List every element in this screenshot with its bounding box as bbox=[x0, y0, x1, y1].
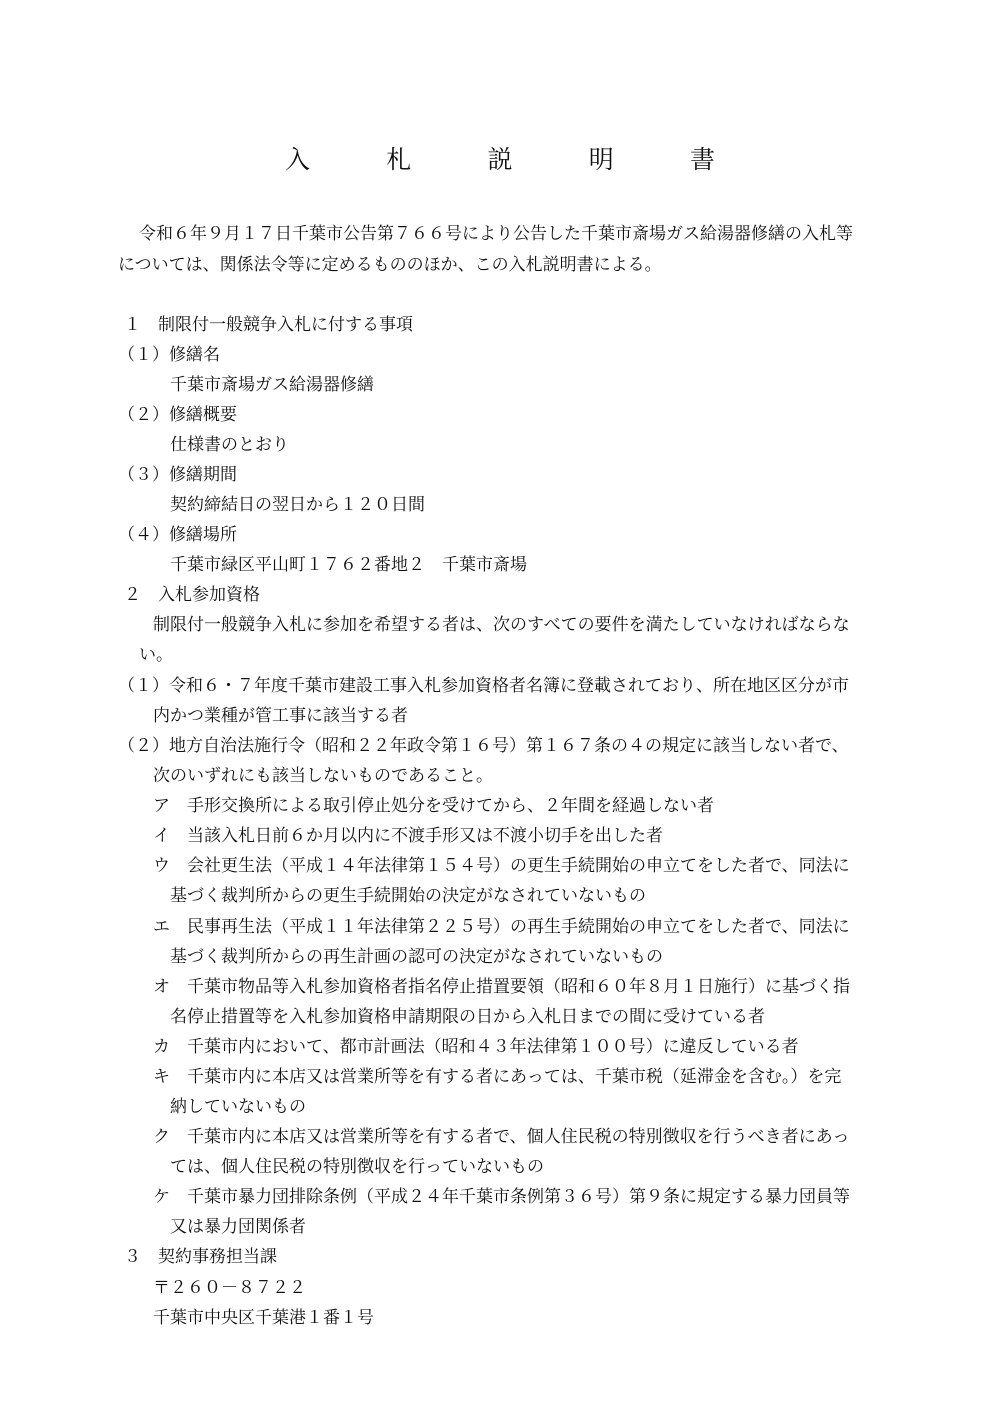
section-2-intro-line-2: い。 bbox=[139, 645, 173, 665]
clause-o-line-2: 名停止措置等を入札参加資格申請期限の日から入札日までの間に受けている者 bbox=[170, 1007, 765, 1027]
condition-2-line-1: （２）地方自治法施行令（昭和２２年政令第１６号）第１６７条の４の規定に該当しない者で、 bbox=[118, 736, 849, 756]
clause-ki-line-2: 納していないもの bbox=[170, 1097, 306, 1117]
item-3-label: （３）修繕期間 bbox=[118, 465, 237, 485]
item-3-value: 契約締結日の翌日から１２０日間 bbox=[170, 495, 425, 515]
clause-ke-line-2: 又は暴力団関係者 bbox=[170, 1217, 306, 1237]
clause-u-line-2: 基づく裁判所からの更生手続開始の決定がなされていないもの bbox=[170, 886, 646, 906]
title-char: 札 bbox=[386, 145, 412, 174]
condition-1-line-1: （１）令和６・７年度千葉市建設工事入札参加資格者名簿に登載されており、所在地区区分が市 bbox=[118, 676, 849, 696]
intro-line-2: については、関係法令等に定めるもののほか、この入札説明書による。 bbox=[118, 255, 662, 275]
clause-u-line-1: ウ 会社更生法（平成１４年法律第１５４号）の更生手続開始の申立てをした者で、同法に bbox=[153, 856, 850, 876]
item-2-value: 仕様書のとおり bbox=[170, 435, 289, 455]
clause-o-line-1: オ 千葉市物品等入札参加資格者指名停止措置要領（昭和６０年８月１日施行）に基づく指 bbox=[153, 977, 850, 997]
condition-1-line-2: 内かつ業種が管工事に該当する者 bbox=[153, 706, 408, 726]
item-2-label: （２）修繕概要 bbox=[118, 405, 237, 425]
section-2-heading: ２ 入札参加資格 bbox=[124, 585, 260, 605]
section-1-heading: １ 制限付一般競争入札に付する事項 bbox=[124, 315, 413, 335]
clause-i: イ 当該入札日前６か月以内に不渡手形又は不渡小切手を出した者 bbox=[153, 826, 663, 846]
title-char: 説 bbox=[487, 145, 513, 174]
title-char: 明 bbox=[588, 145, 614, 174]
clause-ki-line-1: キ 千葉市内に本店又は営業所等を有する者にあっては、千葉市税（延滞金を含む。）を完 bbox=[153, 1067, 842, 1087]
section-2-intro-line-1: 制限付一般競争入札に参加を希望する者は、次のすべての要件を満たしていなければならな bbox=[153, 615, 850, 635]
clause-ku-line-2: ては、個人住民税の特別徴収を行っていないもの bbox=[170, 1157, 544, 1177]
clause-e-line-2: 基づく裁判所からの再生計画の認可の決定がなされていないもの bbox=[170, 947, 663, 967]
item-1-value: 千葉市斎場ガス給湯器修繕 bbox=[170, 375, 374, 395]
clause-a: ア 手形交換所による取引停止処分を受けてから、２年間を経過しない者 bbox=[153, 796, 714, 816]
title-char: 書 bbox=[689, 145, 715, 174]
item-4-label: （４）修繕場所 bbox=[118, 525, 237, 545]
title-char: 入 bbox=[285, 145, 311, 174]
clause-ka: カ 千葉市内において、都市計画法（昭和４３年法律第１００号）に違反している者 bbox=[153, 1037, 799, 1057]
item-4-value: 千葉市緑区平山町１７６２番地２ 千葉市斎場 bbox=[170, 555, 527, 575]
clause-e-line-1: エ 民事再生法（平成１１年法律第２２５号）の再生手続開始の申立てをした者で、同法に bbox=[153, 917, 850, 937]
item-1-label: （１）修繕名 bbox=[118, 345, 220, 365]
clause-ke-line-1: ケ 千葉市暴力団排除条例（平成２４年千葉市条例第３６号）第９条に規定する暴力団員等 bbox=[153, 1187, 850, 1207]
postal-code: 〒２６０－８７２２ bbox=[153, 1278, 306, 1298]
condition-2-line-2: 次のいずれにも該当しないものであること。 bbox=[153, 766, 493, 786]
clause-ku-line-1: ク 千葉市内に本店又は営業所等を有する者で、個人住民税の特別徴収を行うべき者にあっ bbox=[153, 1127, 850, 1147]
intro-line-1: 令和６年９月１７日千葉市公告第７６６号により公告した千葉市斎場ガス給湯器修繕の入札等 bbox=[139, 224, 853, 244]
document-title bbox=[285, 143, 715, 177]
section-3-heading: ３ 契約事務担当課 bbox=[124, 1247, 277, 1267]
address: 千葉市中央区千葉港１番１号 bbox=[153, 1308, 374, 1328]
